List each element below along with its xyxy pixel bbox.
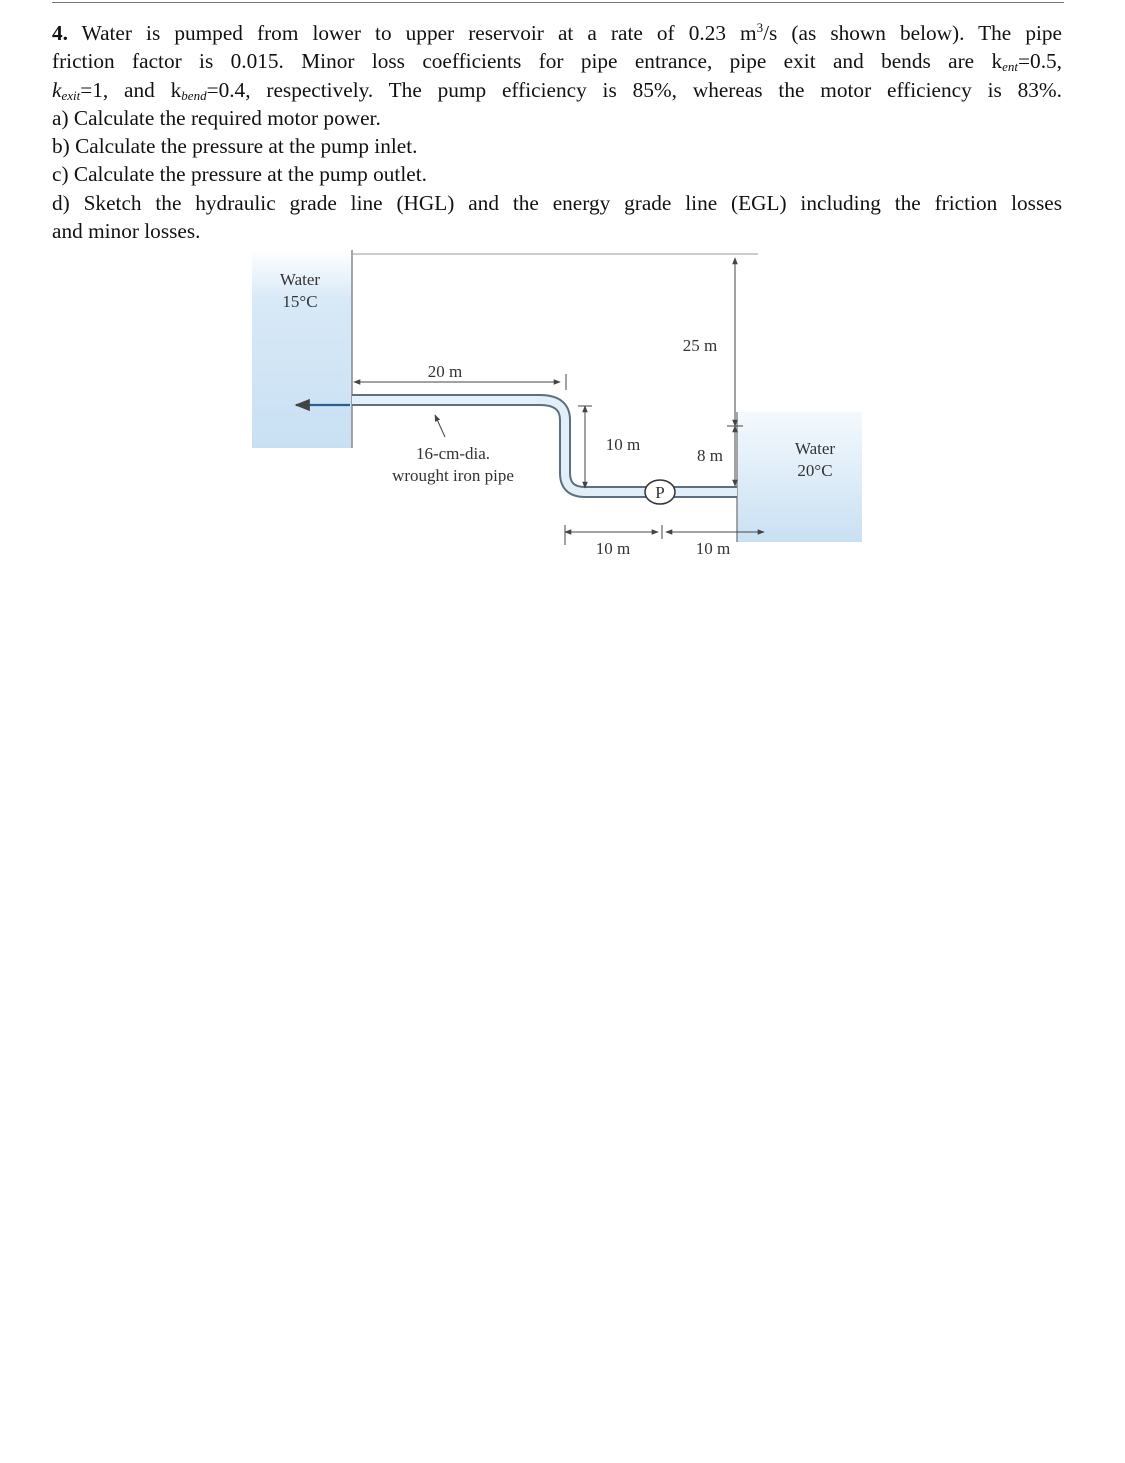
problem-text-2-end: =0.5,	[1018, 49, 1062, 74]
problem-text-3-end: =0.4, respectively. The pump efficiency is 85%, whereas the motor efficiency is 83%.	[206, 77, 1062, 102]
problem-number: 4.	[52, 21, 68, 45]
problem-statement	[52, 19, 1062, 245]
right-water-temp: 20°C	[797, 461, 833, 480]
dim-10m-right-label: 10 m	[695, 539, 731, 558]
top-divider-rule	[52, 2, 1064, 3]
part-b: b) Calculate the pressure at the pump inlet.	[52, 134, 418, 159]
pipe-label-line-2: wrought iron pipe	[392, 466, 514, 485]
pipe-label-leader	[435, 415, 445, 437]
right-water-label: Water	[794, 439, 836, 458]
left-water-label: Water	[279, 270, 321, 289]
part-a: a) Calculate the required motor power.	[52, 105, 381, 130]
k-bend-subscript: bend	[181, 87, 207, 103]
k-exit-subscript: exit	[61, 87, 81, 103]
problem-text-1: Water is pumped from lower to upper reservoir at a rate of 0.23 m	[81, 21, 757, 45]
dim-8m-label: 8 m	[697, 446, 723, 465]
part-d-line-2: and minor losses.	[52, 219, 201, 244]
dim-20m-label: 20 m	[427, 362, 463, 381]
k-ent-subscript: ent	[1002, 59, 1019, 75]
pump-label: P	[655, 483, 665, 502]
dim-10m-left-label: 10 m	[595, 539, 631, 558]
pump-system-diagram	[240, 240, 880, 570]
problem-text-1-end: /s (as shown below). The pipe	[763, 21, 1062, 45]
part-c: c) Calculate the pressure at the pump outlet.	[52, 162, 427, 187]
problem-line-1	[52, 19, 1062, 47]
dim-10m-vertical-label: 10 m	[605, 435, 641, 454]
problem-line-2	[52, 47, 1062, 75]
left-water-temp: 15°C	[282, 292, 318, 311]
problem-text-2: friction factor is 0.015. Minor loss coefficients for pipe entrance, pipe exit and bends are k	[52, 49, 1003, 74]
problem-line-3	[52, 76, 1062, 104]
dim-25m-label: 25 m	[682, 336, 718, 355]
pipe-label-line-1: 16-cm-dia.	[415, 444, 491, 463]
problem-text-3-mid: =1, and k	[80, 77, 182, 102]
cubic-superscript: 3	[756, 20, 764, 35]
k-exit-symbol: k	[52, 77, 62, 102]
part-d-line-1: d) Sketch the hydraulic grade line (HGL) and the energy grade line (EGL) including the friction losses	[52, 190, 1062, 215]
